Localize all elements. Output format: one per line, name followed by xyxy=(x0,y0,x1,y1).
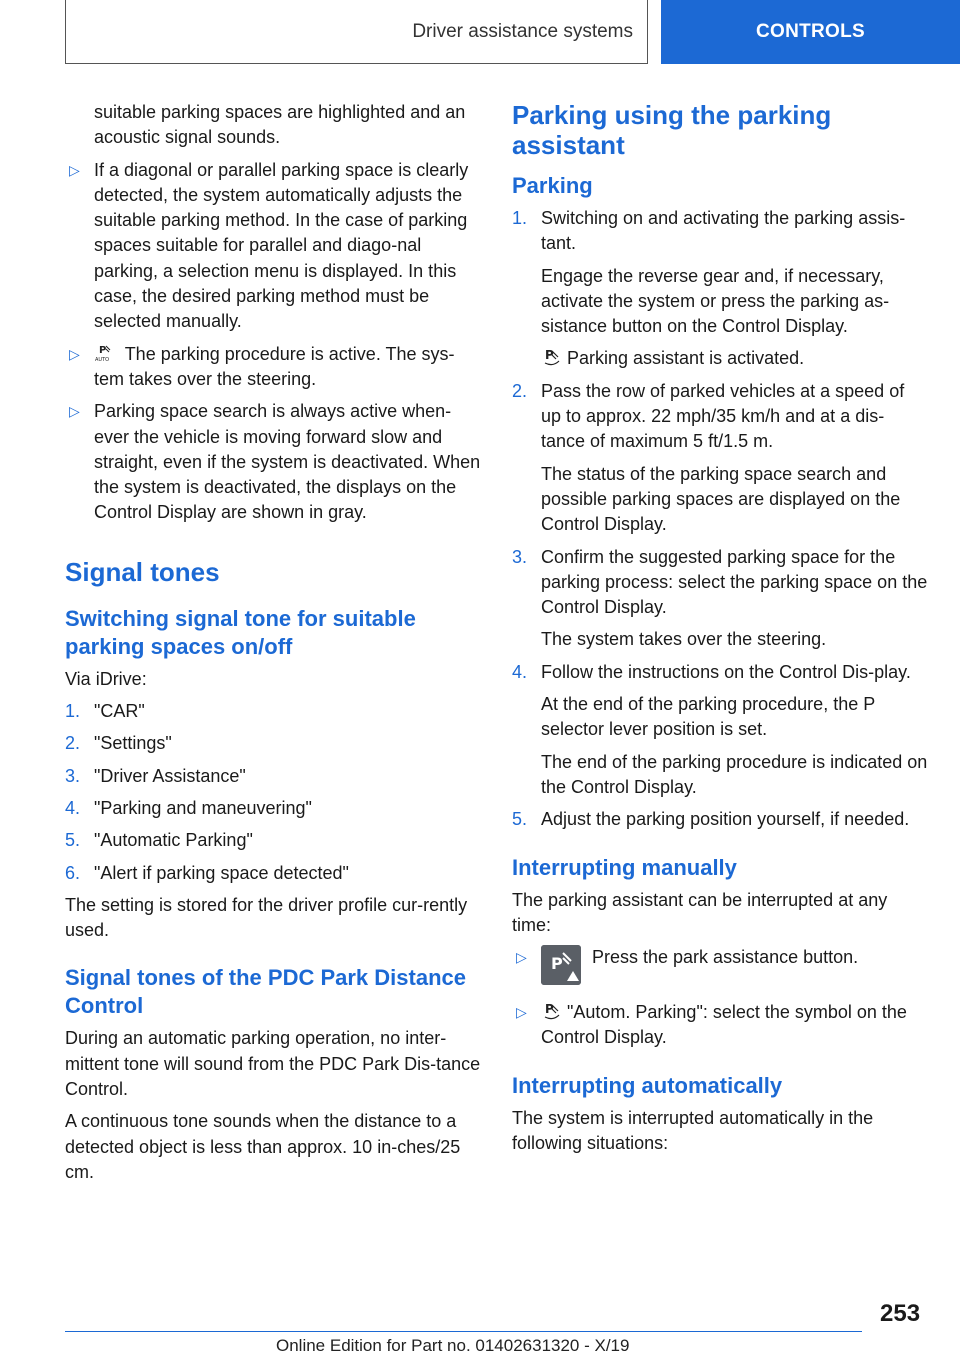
heading-interrupting-manually: Interrupting manually xyxy=(512,854,737,880)
list-item: 3. Confirm the suggested parking space for the parking process: select the parking space on the Control Display. The system takes over the steering. xyxy=(512,546,928,650)
heading-interrupting-automatically: Interrupting automatically xyxy=(512,1072,783,1098)
heading-pdc-signal-tones: Signal tones of the PDC Park Distance Control xyxy=(65,965,466,1019)
header-section-title: Driver assistance systems xyxy=(65,0,648,64)
left-column xyxy=(65,100,483,1192)
list-item: 5. Adjust the parking position yourself, if needed. xyxy=(512,809,910,830)
setting-stored-text: The setting is stored for the driver profile cur‐rently used. xyxy=(65,894,468,941)
list-item: ▷ P "Autom. Parking": select the symbol on the Control Display. xyxy=(516,1002,907,1048)
intro-text: suitable parking spaces are highlighted and an acoustic signal sounds. xyxy=(94,102,466,148)
list-item: 5. "Automatic Parking" xyxy=(65,830,253,851)
list-item: 2. "Settings" xyxy=(65,733,172,754)
svg-text:P: P xyxy=(99,344,107,356)
list-item: ▷ If a diagonal or parallel parking space is clearly detected, the system automatically adjusts the suitable parking method. In the case of parking spaces suitable for parallel and diago‐nal parking, a selection menu is displayed. In this case, the desired parking method must be selected manually. xyxy=(69,159,469,332)
via-idrive: Via iDrive: xyxy=(65,668,147,689)
list-item: 3. "Driver Assistance" xyxy=(65,765,246,786)
heading-switching-signal-tone: Switching signal tone for suitable parking spaces on/off xyxy=(65,605,416,659)
list-item: 6. "Alert if parking space detected" xyxy=(65,862,349,883)
svg-text:P: P xyxy=(545,348,554,363)
header-chapter-tab[interactable]: CONTROLS xyxy=(661,0,960,64)
pdc-text-1: During an automatic parking operation, no inter‐mittent tone will sound from the PDC Park Dis‐tance Control. xyxy=(65,1028,481,1100)
heading-parking: Parking xyxy=(512,173,593,198)
park-auto-icon xyxy=(94,343,114,363)
triangle-bullet-icon: ▷ xyxy=(69,403,80,420)
list-item: 2. Pass the row of parked vehicles at a speed of up to approx. 22 mph/35 km/h and at a dis‐tance of maximum 5 ft/1.5 m. The status of the parking space search and possible parking spaces are displayed on the Control Display. xyxy=(512,380,905,535)
list-item: 4. "Parking and maneuvering" xyxy=(65,797,312,818)
triangle-bullet-icon: ▷ xyxy=(516,1004,527,1021)
list-item: 1. Switching on and activating the parking assis‐tant. Engage the reverse gear and, if necessary, activate the system or press the parking as‐sistance button on the Control Display. P Parking assistant is activated. xyxy=(512,208,906,369)
list-item: ▷ Parking space search is always active when‐ever the vehicle is moving forward slow and straight, even if the system is deactivated. When the system is deactivated, the displays on the Control Display are shown in gray. xyxy=(69,401,481,523)
svg-text:P: P xyxy=(545,1002,554,1017)
triangle-bullet-icon: ▷ xyxy=(69,161,80,178)
list-item: ▷ P AUTO The parking procedure is active. The sys‐tem takes over the steering. xyxy=(69,343,455,389)
heading-signal-tones: Signal tones xyxy=(65,556,220,587)
triangle-bullet-icon: ▷ xyxy=(516,949,527,966)
parking-assistant-icon xyxy=(541,347,561,367)
manual-intro: The parking assistant can be interrupted at any time: xyxy=(512,889,888,935)
auto-intro: The system is interrupted automatically in the following situations: xyxy=(512,1107,874,1154)
heading-parking-assistant: Parking using the parking assistant xyxy=(512,100,832,160)
page-number: 253 xyxy=(880,1300,921,1327)
parking-assistant-icon xyxy=(541,1001,561,1021)
list-item: 1. "CAR" xyxy=(65,701,145,722)
right-column xyxy=(512,100,928,1163)
park-assist-button-icon xyxy=(541,945,581,985)
list-item: 4. Follow the instructions on the Control Dis‐play. At the end of the parking procedure, the P selector lever position is set. The end of the parking procedure is indicated on the Control Display. xyxy=(512,661,928,797)
footer-divider xyxy=(65,1331,862,1332)
list-item: ▷ P Press the park assistance button. xyxy=(512,945,928,993)
triangle-bullet-icon: ▷ xyxy=(69,345,80,362)
svg-text:P: P xyxy=(551,954,563,974)
svg-text:AUTO: AUTO xyxy=(95,356,110,363)
footer-edition[interactable]: Online Edition for Part no. 01402631320 - X/19 xyxy=(276,1336,630,1355)
pdc-text-2: A continuous tone sounds when the distance to a detected object is less than approx. 10 in‐ches/25 cm. xyxy=(65,1111,461,1182)
